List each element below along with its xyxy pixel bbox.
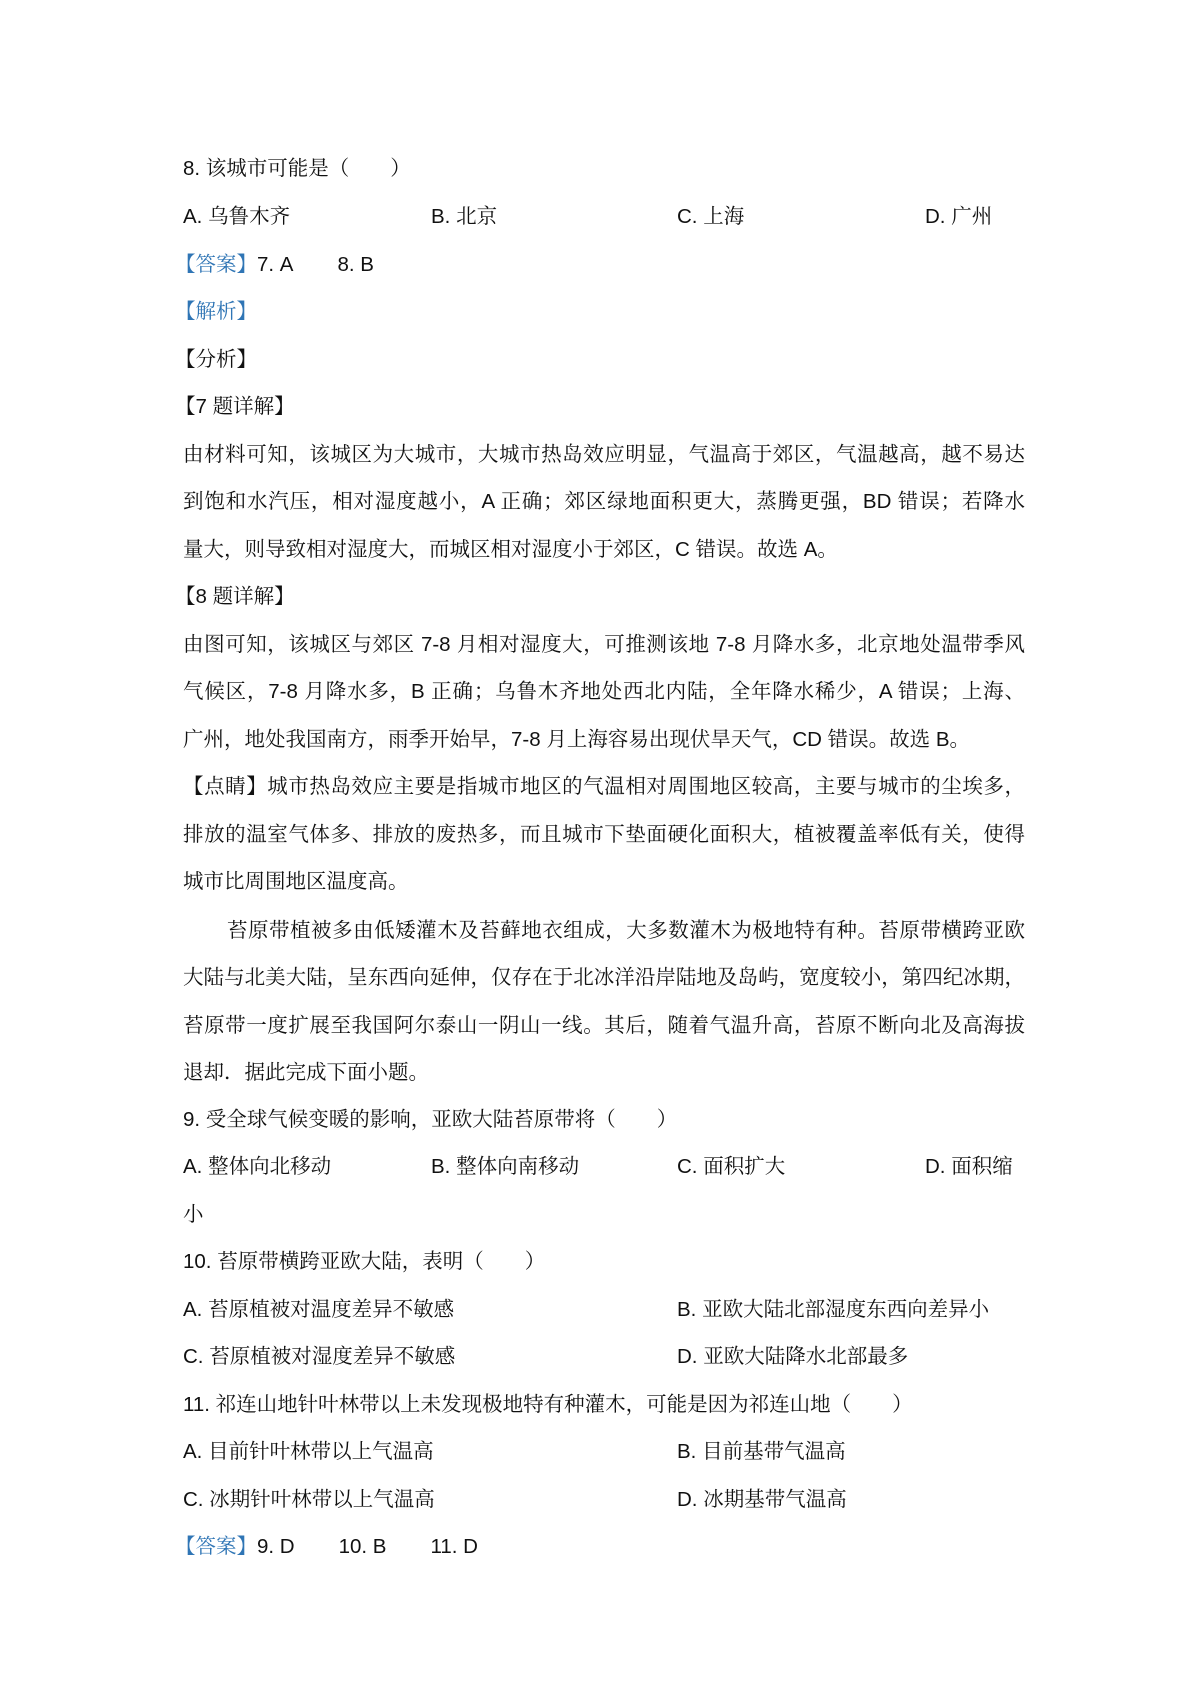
option-d: D. 广州 bbox=[925, 205, 993, 228]
option-a: A. 目前针叶林带以上气温高 bbox=[183, 1440, 434, 1463]
answer-line-2 bbox=[175, 1532, 1017, 1562]
question-10-options-row1 bbox=[183, 1295, 1025, 1325]
question-10-stem: 10. 苔原带横跨亚欧大陆，表明（ ） bbox=[183, 1250, 546, 1273]
question-11-stem: 11. 祁连山地针叶林带以上未发现极地特有种灌木，可能是因为祁连山地（ ） bbox=[183, 1393, 913, 1416]
option-c: C. 冰期针叶林带以上气温高 bbox=[183, 1488, 435, 1511]
answer-line-1 bbox=[175, 250, 1017, 280]
option-b: B. 北京 bbox=[431, 205, 498, 228]
dianjing-line: 城市比周围地区温度高。 bbox=[183, 870, 409, 893]
option-b: B. 亚欧大陆北部湿度东西向差异小 bbox=[677, 1298, 990, 1321]
detail-7-line: 到饱和水汽压，相对湿度越小，A 正确；郊区绿地面积更大，蒸腾更强，BD 错误；若降水 bbox=[183, 490, 1025, 513]
dianjing-line: 排放的温室气体多、排放的废热多，而且城市下垫面硬化面积大，植被覆盖率低有关，使得 bbox=[183, 823, 1025, 846]
option-d: D. 亚欧大陆降水北部最多 bbox=[677, 1345, 909, 1368]
answer-tag: 【答案】 bbox=[175, 1535, 257, 1558]
option-a: A. 整体向北移动 bbox=[183, 1155, 332, 1178]
option-b: B. 目前基带气温高 bbox=[677, 1440, 846, 1463]
detail-8-line: 广州，地处我国南方，雨季开始早，7-8 月上海容易出现伏旱天气，CD 错误。故选 B。 bbox=[183, 728, 970, 751]
option-a: A. 乌鲁木齐 bbox=[183, 205, 291, 228]
detail-7-line: 量大，则导致相对湿度大，而城区相对湿度小于郊区，C 错误。故选 A。 bbox=[183, 538, 838, 561]
question-8-stem: 8. 该城市可能是（ ） bbox=[183, 157, 411, 180]
answer-item: 8. B bbox=[337, 253, 374, 276]
detail-8-line: 由图可知，该城区与郊区 7-8 月相对湿度大，可推测该地 7-8 月降水多，北京地处温带季风 bbox=[183, 633, 1025, 656]
answer-tag: 【答案】 bbox=[175, 253, 257, 276]
detail-8-tag: 【8 题详解】 bbox=[175, 585, 295, 608]
question-9-options bbox=[183, 1152, 1025, 1182]
detail-8-line: 气候区，7-8 月降水多，B 正确；乌鲁木齐地处西北内陆，全年降水稀少，A 错误；上海、 bbox=[183, 680, 1025, 703]
option-c: C. 上海 bbox=[677, 205, 745, 228]
material-line: 退却．据此完成下面小题。 bbox=[183, 1060, 429, 1084]
question-8-options bbox=[183, 202, 1025, 232]
question-10-options-row2 bbox=[183, 1342, 1025, 1372]
analysis-tag: 【解析】 bbox=[175, 300, 257, 323]
question-11-options-row1 bbox=[183, 1437, 1025, 1467]
fenxi-tag: 【分析】 bbox=[175, 348, 257, 371]
material-line: 苔原带植被多由低矮灌木及苔藓地衣组成，大多数灌木为极地特有种。苔原带横跨亚欧 bbox=[227, 918, 1025, 942]
question-9-stem: 9. 受全球气候变暖的影响，亚欧大陆苔原带将（ ） bbox=[183, 1108, 678, 1131]
answer-item: 9. D bbox=[257, 1535, 295, 1558]
option-a: A. 苔原植被对温度差异不敏感 bbox=[183, 1298, 455, 1321]
option-d: D. 面积缩 bbox=[925, 1155, 1013, 1178]
answer-item: 11. D bbox=[430, 1535, 478, 1558]
option-c: C. 苔原植被对湿度差异不敏感 bbox=[183, 1345, 456, 1368]
option-b: B. 整体向南移动 bbox=[431, 1155, 580, 1178]
question-11-options-row2 bbox=[183, 1485, 1025, 1515]
answer-item: 10. B bbox=[338, 1535, 387, 1558]
option-c: C. 面积扩大 bbox=[677, 1155, 786, 1178]
dianjing-line: 【点睛】城市热岛效应主要是指城市地区的气温相对周围地区较高，主要与城市的尘埃多， bbox=[183, 775, 1025, 798]
material-line: 苔原带一度扩展至我国阿尔泰山一阴山一线。其后，随着气温升高，苔原不断向北及高海拔 bbox=[183, 1013, 1025, 1037]
detail-7-line: 由材料可知，该城区为大城市，大城市热岛效应明显，气温高于郊区，气温越高，越不易达 bbox=[183, 443, 1025, 466]
answer-item: 7. A bbox=[257, 253, 294, 276]
material-line: 大陆与北美大陆，呈东西向延伸，仅存在于北冰洋沿岸陆地及岛屿，宽度较小，第四纪冰期， bbox=[183, 965, 1025, 989]
detail-7-tag: 【7 题详解】 bbox=[175, 395, 295, 418]
option-d: D. 冰期基带气温高 bbox=[677, 1488, 847, 1511]
option-d-wrap: 小 bbox=[183, 1203, 204, 1226]
